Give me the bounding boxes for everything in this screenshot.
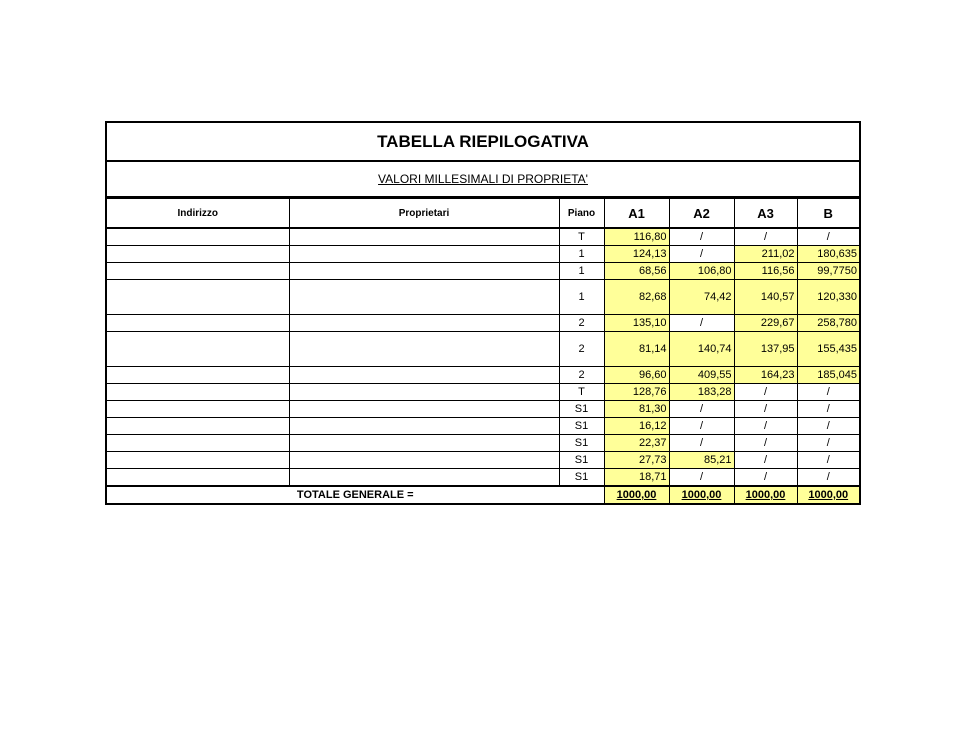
cell-b: 99,7750 <box>797 263 859 280</box>
cell-a2: / <box>669 315 734 332</box>
cell-piano: 2 <box>559 332 604 367</box>
cell-indirizzo <box>107 315 289 332</box>
cell-indirizzo <box>107 246 289 263</box>
cell-piano: T <box>559 384 604 401</box>
cell-piano: S1 <box>559 435 604 452</box>
cell-indirizzo <box>107 367 289 384</box>
cell-a1: 124,13 <box>604 246 669 263</box>
cell-proprietari <box>289 435 559 452</box>
cell-a1: 27,73 <box>604 452 669 469</box>
total-a2: 1000,00 <box>669 486 734 503</box>
table-header-row <box>107 199 859 229</box>
cell-a3: / <box>734 452 797 469</box>
cell-a2: 74,42 <box>669 280 734 315</box>
cell-proprietari <box>289 401 559 418</box>
cell-proprietari <box>289 452 559 469</box>
cell-proprietari <box>289 384 559 401</box>
table-row <box>107 280 859 315</box>
cell-piano: T <box>559 228 604 246</box>
cell-a2: / <box>669 228 734 246</box>
cell-a1: 81,14 <box>604 332 669 367</box>
table-row <box>107 332 859 367</box>
cell-a3: 137,95 <box>734 332 797 367</box>
cell-a2: / <box>669 401 734 418</box>
cell-indirizzo <box>107 280 289 315</box>
cell-piano: 1 <box>559 263 604 280</box>
cell-indirizzo <box>107 263 289 280</box>
cell-a2: / <box>669 418 734 435</box>
cell-proprietari <box>289 246 559 263</box>
header-a1: A1 <box>604 199 669 229</box>
cell-proprietari <box>289 469 559 487</box>
table-row <box>107 418 859 435</box>
table-title: TABELLA RIEPILOGATIVA <box>107 123 859 162</box>
cell-a3: / <box>734 435 797 452</box>
cell-a1: 116,80 <box>604 228 669 246</box>
table-row <box>107 384 859 401</box>
cell-piano: 2 <box>559 315 604 332</box>
table-body <box>107 228 859 486</box>
cell-indirizzo <box>107 418 289 435</box>
header-a3: A3 <box>734 199 797 229</box>
cell-b: / <box>797 401 859 418</box>
table-row <box>107 263 859 280</box>
table-row <box>107 401 859 418</box>
cell-b: 120,330 <box>797 280 859 315</box>
cell-proprietari <box>289 263 559 280</box>
cell-a1: 82,68 <box>604 280 669 315</box>
cell-a3: 229,67 <box>734 315 797 332</box>
header-indirizzo: Indirizzo <box>107 199 289 229</box>
cell-indirizzo <box>107 384 289 401</box>
total-label: TOTALE GENERALE = <box>107 486 604 503</box>
cell-b: / <box>797 435 859 452</box>
cell-indirizzo <box>107 401 289 418</box>
cell-b: / <box>797 384 859 401</box>
cell-a1: 18,71 <box>604 469 669 487</box>
cell-proprietari <box>289 315 559 332</box>
cell-a3: / <box>734 401 797 418</box>
cell-a1: 81,30 <box>604 401 669 418</box>
cell-b: / <box>797 452 859 469</box>
cell-a2: 409,55 <box>669 367 734 384</box>
cell-piano: 1 <box>559 246 604 263</box>
header-piano: Piano <box>559 199 604 229</box>
cell-b: 185,045 <box>797 367 859 384</box>
cell-proprietari <box>289 332 559 367</box>
cell-piano: S1 <box>559 418 604 435</box>
table-row <box>107 315 859 332</box>
cell-b: / <box>797 469 859 487</box>
cell-a3: / <box>734 384 797 401</box>
cell-a2: 140,74 <box>669 332 734 367</box>
cell-a1: 22,37 <box>604 435 669 452</box>
cell-a1: 68,56 <box>604 263 669 280</box>
cell-a1: 16,12 <box>604 418 669 435</box>
cell-piano: S1 <box>559 452 604 469</box>
cell-a3: / <box>734 228 797 246</box>
cell-b: 180,635 <box>797 246 859 263</box>
table-subtitle: VALORI MILLESIMALI DI PROPRIETA' <box>107 162 859 198</box>
total-b: 1000,00 <box>797 486 859 503</box>
total-a3: 1000,00 <box>734 486 797 503</box>
table-row <box>107 435 859 452</box>
cell-a3: / <box>734 469 797 487</box>
header-a2: A2 <box>669 199 734 229</box>
cell-b: 258,780 <box>797 315 859 332</box>
cell-a3: 116,56 <box>734 263 797 280</box>
cell-indirizzo <box>107 435 289 452</box>
cell-a2: 183,28 <box>669 384 734 401</box>
cell-proprietari <box>289 367 559 384</box>
table-row <box>107 452 859 469</box>
cell-a1: 96,60 <box>604 367 669 384</box>
cell-piano: 1 <box>559 280 604 315</box>
cell-a3: 140,57 <box>734 280 797 315</box>
total-row <box>107 486 859 503</box>
cell-indirizzo <box>107 452 289 469</box>
cell-a2: / <box>669 469 734 487</box>
table-row <box>107 469 859 487</box>
cell-a3: / <box>734 418 797 435</box>
header-b: B <box>797 199 859 229</box>
cell-indirizzo <box>107 469 289 487</box>
table-row <box>107 246 859 263</box>
cell-a2: / <box>669 246 734 263</box>
table-row <box>107 228 859 246</box>
cell-proprietari <box>289 418 559 435</box>
header-proprietari: Proprietari <box>289 199 559 229</box>
cell-b: / <box>797 228 859 246</box>
cell-indirizzo <box>107 332 289 367</box>
cell-piano: 2 <box>559 367 604 384</box>
cell-b: 155,435 <box>797 332 859 367</box>
cell-b: / <box>797 418 859 435</box>
total-a1: 1000,00 <box>604 486 669 503</box>
table-row <box>107 367 859 384</box>
cell-a1: 128,76 <box>604 384 669 401</box>
cell-proprietari <box>289 228 559 246</box>
cell-a2: 106,80 <box>669 263 734 280</box>
cell-indirizzo <box>107 228 289 246</box>
cell-a2: / <box>669 435 734 452</box>
cell-piano: S1 <box>559 401 604 418</box>
millesimal-table <box>107 198 859 503</box>
cell-a3: 211,02 <box>734 246 797 263</box>
summary-table-sheet <box>105 121 861 505</box>
cell-a3: 164,23 <box>734 367 797 384</box>
cell-a2: 85,21 <box>669 452 734 469</box>
cell-a1: 135,10 <box>604 315 669 332</box>
cell-piano: S1 <box>559 469 604 487</box>
cell-proprietari <box>289 280 559 315</box>
